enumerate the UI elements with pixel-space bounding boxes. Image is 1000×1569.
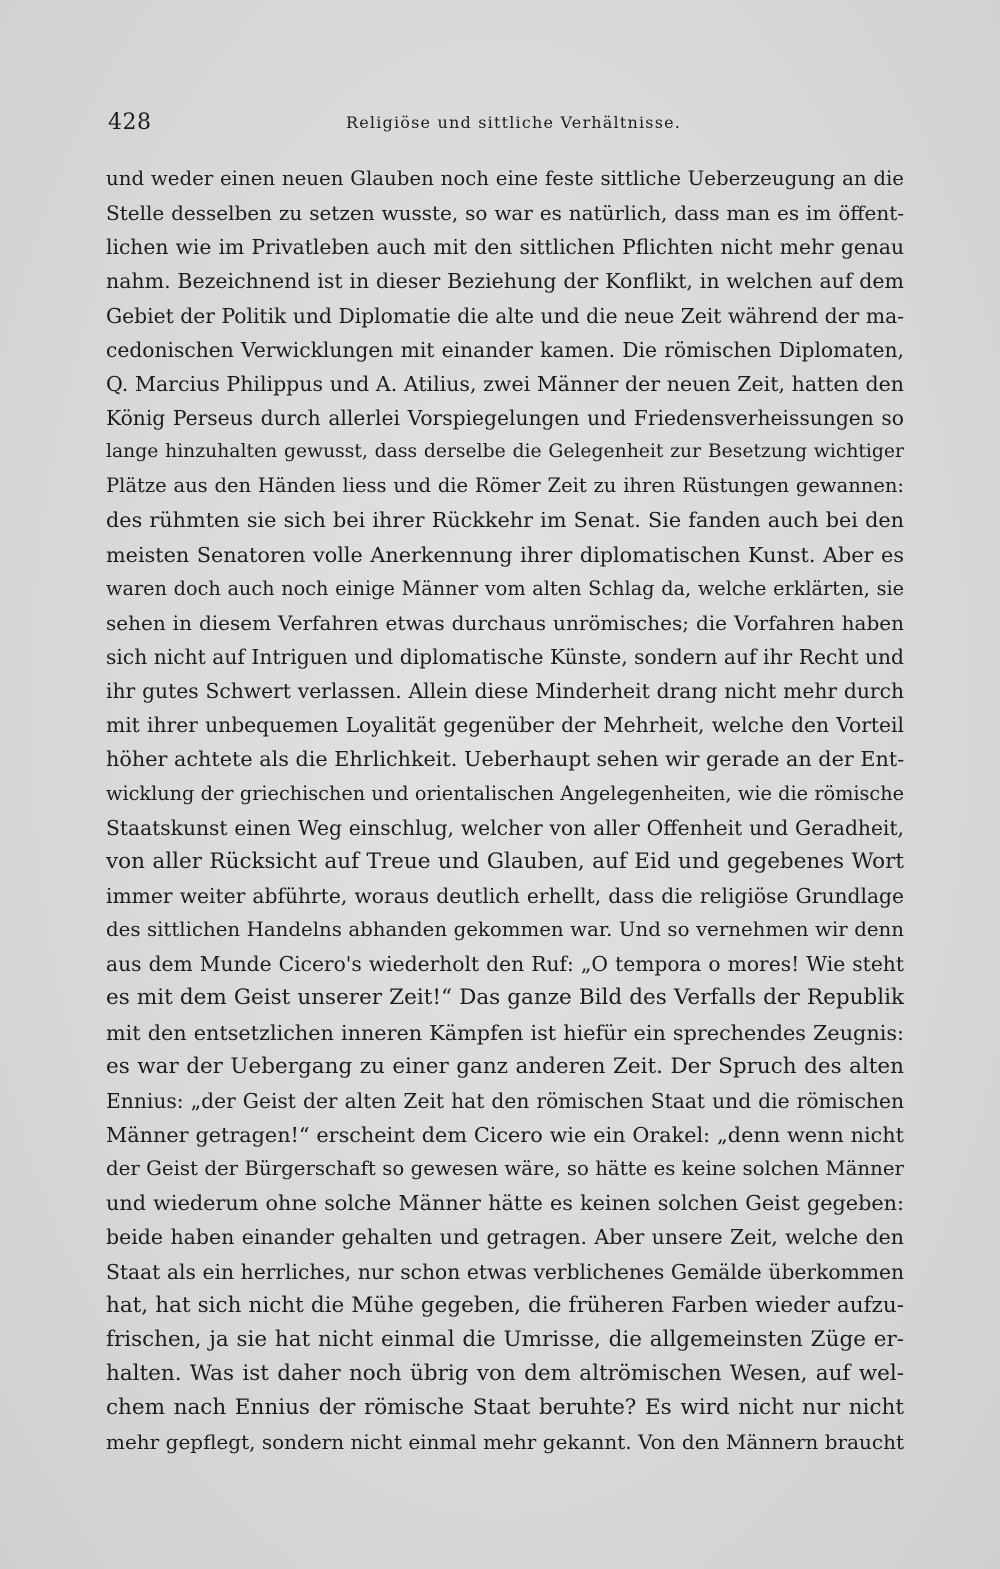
text-line: wicklung der griechischen und orientalischen Angelegenheiten, wie die römische — [106, 781, 904, 805]
text-line: meisten Senatoren volle Anerkennung ihrer diplomatischen Kunst. Aber es — [106, 542, 904, 567]
text-line: lichen wie im Privatleben auch mit den sittlichen Pflichten nicht mehr genau — [106, 235, 904, 260]
text-line: lange hinzuhalten gewusst, dass derselbe die Gelegenheit zur Besetzung wichtiger — [106, 441, 904, 463]
text-line: des sittlichen Handelns abhanden gekommen war. Und so vernehmen wir denn — [106, 918, 904, 942]
text-line: mit ihrer unbequemen Loyalität gegenüber der Mehrheit, welche den Vorteil — [106, 713, 904, 738]
text-line: Männer getragen!“ erscheint dem Cicero wie ein Orakel: „denn wenn nicht — [106, 1122, 904, 1147]
text-line: beide haben einander gehalten und getragen. Aber unsere Zeit, welche den — [106, 1225, 904, 1250]
text-line: und wiederum ohne solche Männer hätte es keinen solchen Geist gegeben: — [106, 1191, 904, 1216]
page-number: 428 — [108, 110, 152, 135]
text-line: nahm. Bezeichnend ist in dieser Beziehung der Konflikt, in welchen auf dem — [106, 269, 904, 294]
text-line: halten. Was ist daher noch übrig von dem altrömischen Wesen, auf wel- — [106, 1360, 904, 1386]
text-line: König Perseus durch allerlei Vorspiegelungen und Friedensverheissungen so — [106, 405, 904, 430]
text-line: höher achtete als die Ehrlichkeit. Ueberhaupt sehen wir gerade an der Ent- — [106, 747, 905, 772]
text-line: aus dem Munde Cicero's wiederholt den Ruf: „O tempora o mores! Wie steht — [106, 952, 904, 977]
text-line: Ennius: „der Geist der alten Zeit hat den römischen Staat und die römischen — [106, 1088, 904, 1113]
text-line: frischen, ja sie hat nicht einmal die Umrisse, die allgemeinsten Züge er- — [106, 1326, 904, 1352]
page-header — [108, 110, 682, 140]
text-line: und weder einen neuen Glauben noch eine feste sittliche Ueberzeugung an die — [106, 167, 904, 190]
text-line: Staatskunst einen Weg einschlug, welcher von aller Offenheit und Geradheit, — [106, 815, 904, 840]
text-line: sehen in diesem Verfahren etwas durchaus unrömisches; die Vorfahren haben — [106, 610, 904, 635]
text-line: Q. Marcius Philippus und A. Atilius, zwei Männer der neuen Zeit, hatten den — [106, 371, 904, 396]
text-line: des rühmten sie sich bei ihrer Rückkehr im Senat. Sie fanden auch bei den — [106, 508, 904, 533]
text-line: chem nach Ennius der römische Staat beruhte? Es wird nicht nur nicht — [106, 1395, 904, 1421]
text-line: Plätze aus den Händen liess und die Römer Zeit zu ihren Rüstungen gewannen: — [106, 474, 904, 498]
text-line: cedonischen Verwicklungen mit einander kamen. Die römischen Diplomaten, — [106, 337, 904, 362]
running-title: Religiöse und sittliche Verhältnisse. — [346, 113, 682, 132]
text-line: sich nicht auf Intriguen und diplomatische Künste, sondern auf ihr Recht und — [106, 644, 904, 669]
text-line: Staat als ein herrliches, nur schon etwas verblichenes Gemälde überkommen — [106, 1259, 904, 1284]
text-line: mehr gepflegt, sondern nicht einmal mehr gekannt. Von den Männern braucht — [106, 1430, 904, 1455]
body-text — [106, 162, 904, 1459]
text-line: der Geist der Bürgerschaft so gewesen wäre, so hätte es keine solchen Männer — [106, 1157, 904, 1181]
text-line: es war der Uebergang zu einer ganz anderen Zeit. Der Spruch des alten — [106, 1053, 904, 1079]
text-line: Gebiet der Politik und Diplomatie die alte und die neue Zeit während der ma- — [106, 303, 904, 328]
text-line: es mit dem Geist unserer Zeit!“ Das ganze Bild des Verfalls der Republik — [106, 985, 904, 1011]
text-line: immer weiter abführte, woraus deutlich erhellt, dass die religiöse Grundlage — [106, 883, 904, 908]
text-line: Stelle desselben zu setzen wusste, so war es natürlich, dass man es im öffent- — [106, 201, 904, 226]
text-line: waren doch auch noch einige Männer vom alten Schlag da, welche erklärten, sie — [106, 576, 904, 600]
text-line: hat, hat sich nicht die Mühe gegeben, die früheren Farben wieder aufzu- — [106, 1292, 904, 1318]
text-line: von aller Rücksicht auf Treue und Glauben, auf Eid und gegebenes Wort — [106, 848, 904, 874]
text-line: mit den entsetzlichen inneren Kämpfen ist hiefür ein sprechendes Zeugnis: — [106, 1020, 904, 1045]
text-line: ihr gutes Schwert verlassen. Allein diese Minderheit drang nicht mehr durch — [106, 679, 904, 704]
